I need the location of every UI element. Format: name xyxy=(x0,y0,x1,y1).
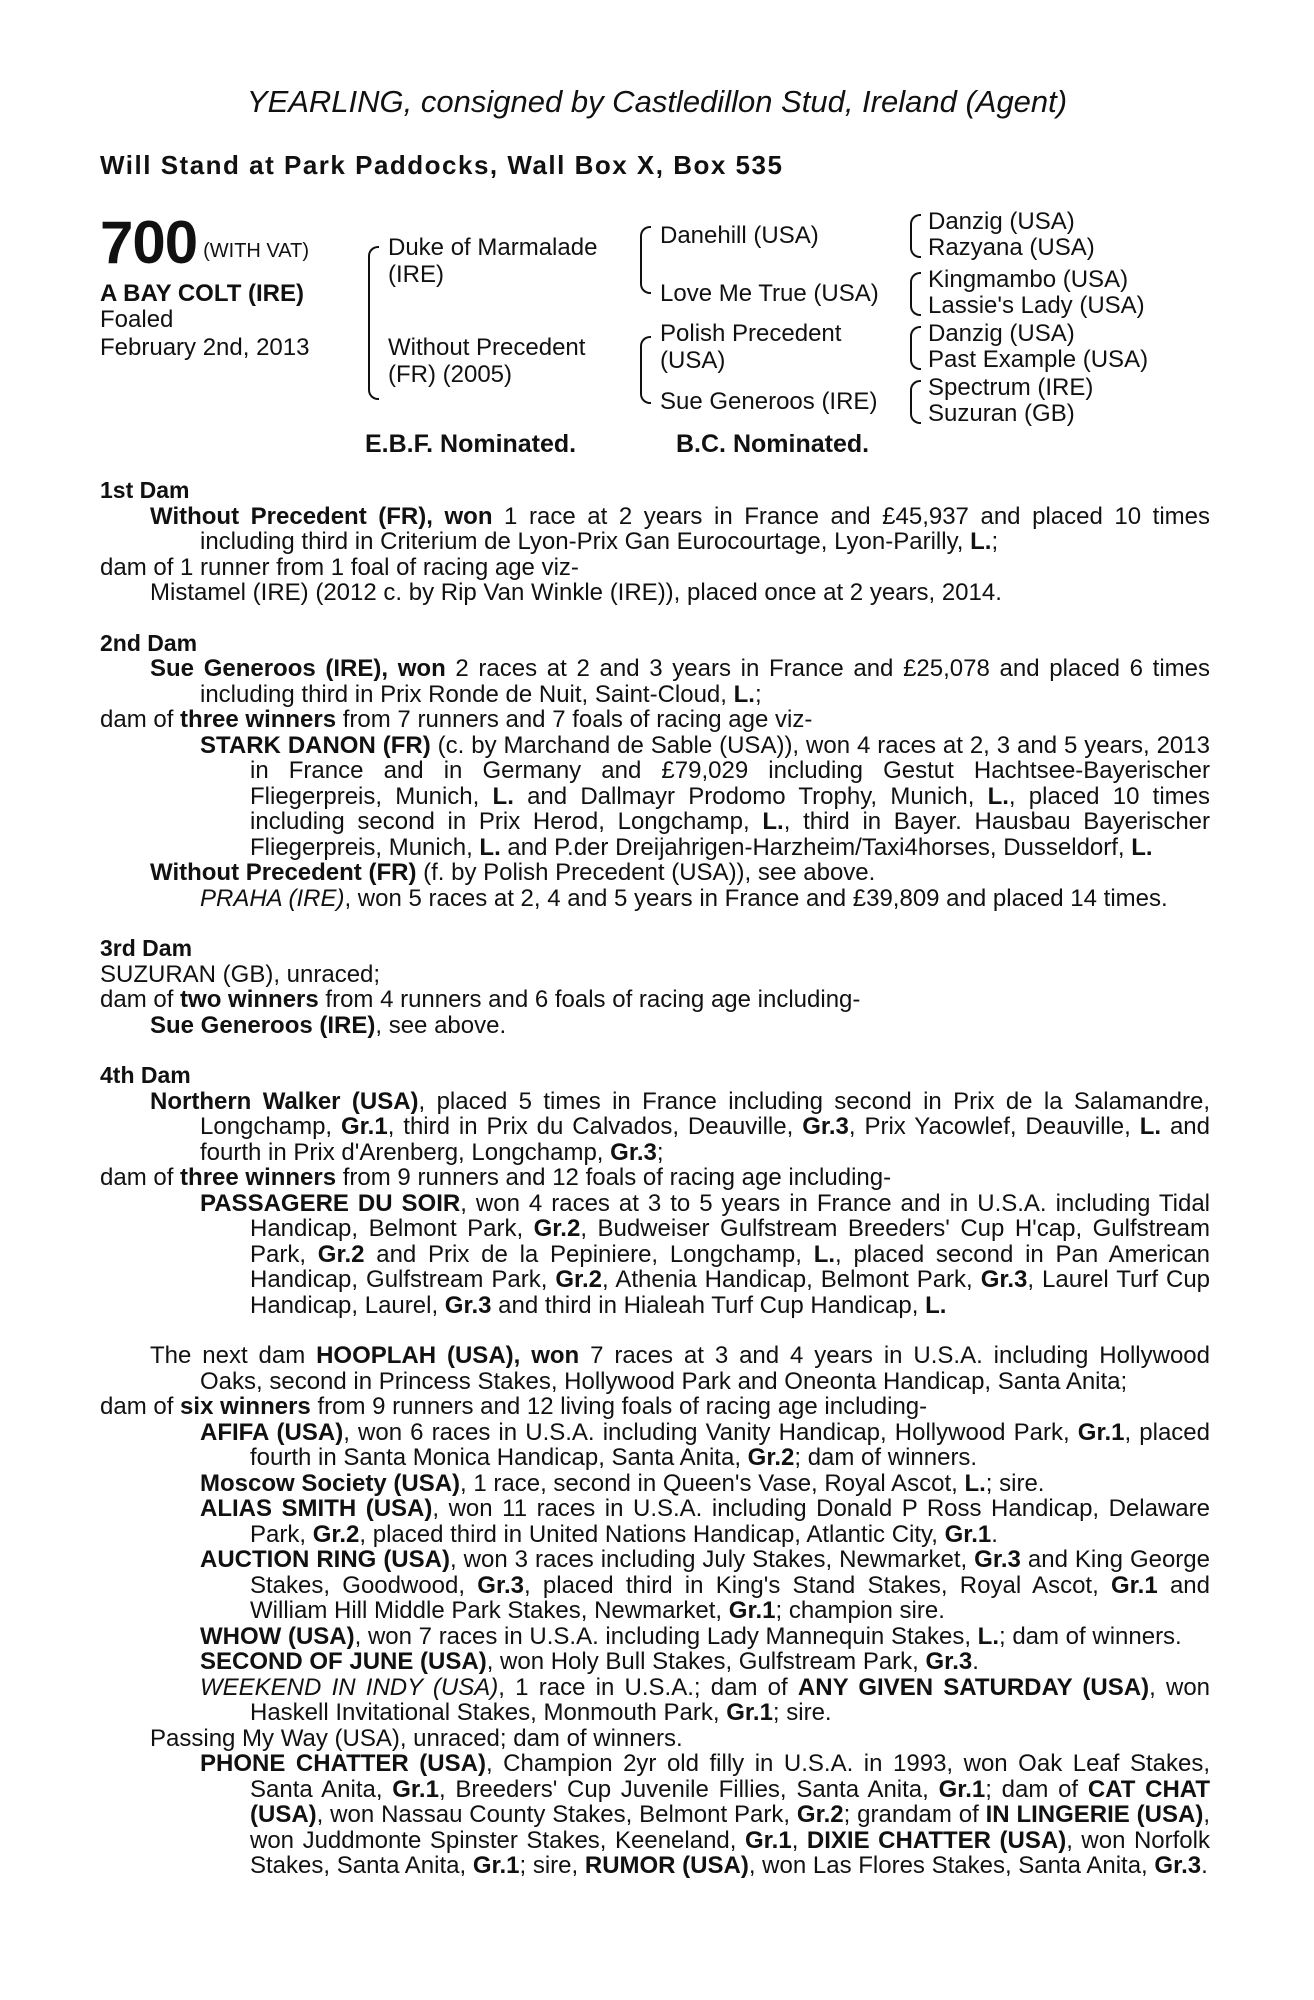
consignor-line: YEARLING, consigned by Castledillon Stud, Ireland (Agent) xyxy=(246,84,1068,119)
second-dam-name: Sue Generoos (IRE), won xyxy=(150,655,446,682)
pedigree-g6: Past Example (USA) xyxy=(928,346,1149,373)
next-dam-name: HOOPLAH (USA), won xyxy=(316,1342,580,1369)
brace-sire-line xyxy=(640,226,651,294)
progeny-afifa: AFIFA (USA), won 6 races in U.S.A. including Vanity Handicap, Hollywood Park, Gr.1, placed fourth in Santa Monica Handicap, Santa Anita, Gr.2; dam of winners. xyxy=(200,1418,1210,1471)
third-dam-heading: 3rd Dam xyxy=(100,935,193,961)
second-dam-record: Sue Generoos (IRE), won 2 races at 2 and 3 years in France and £25,078 and placed 6 times including third in Prix Ronde de Nuit, Saint-Cloud, L.; xyxy=(150,655,1210,708)
fourth-dam-produce: dam of three winners from 9 runners and 12 foals of racing age including- xyxy=(100,1164,892,1191)
first-dam-record: Without Precedent (FR), won 1 race at 2 years in France and £45,937 and placed 10 times including third in Criterium de Lyon-Prix Gan Eurocourtage, Lyon-Parilly, L.; xyxy=(150,502,1210,555)
progeny-alias-smith: ALIAS SMITH (USA), won 11 races in U.S.A. including Donald P Ross Handicap, Delaware Park, Gr.2, placed third in United Nations Handicap, Atlantic City, Gr.1. xyxy=(200,1495,1210,1548)
brace-dam-line xyxy=(640,336,651,404)
brace-g1 xyxy=(910,214,921,258)
progeny-phone-chatter: PHONE CHATTER (USA), Champion 2yr old filly in U.S.A. in 1993, won Oak Leaf Stakes, Santa Anita, Gr.1, Breeders' Cup Juvenile Fillies, Santa Anita, Gr.1; dam of CAT CHAT (USA), won Nassau County Stakes, Belmont Park, Gr.2; grandam of IN LINGERIE (USA), won Juddmonte Spinster Stakes, Keeneland, Gr.1, DIXIE CHATTER (USA), won Norfolk Stakes, Santa Anita, Gr.1; sire, RUMOR (USA), won Las Flores Stakes, Santa Anita, Gr.3. xyxy=(200,1750,1211,1879)
pedigree-g3: Kingmambo (USA) xyxy=(928,266,1129,293)
progeny-stark-danon: STARK DANON (FR) (c. by Marchand de Sable (USA)), won 4 races at 2, 3 and 5 years, 2013 in France and in Germany and £79,029 including Gestut Hachtsee-Bayerischer Fliegerpreis, Munich, L. and Dallmayr Prodomo Trophy, Munich, L., placed 10 times including second in Prix Herod, Longchamp, L., third in Bayer. Hausbau Bayerischer Fliegerpreis, Munich, L. and P.der Dreijahrigen-Harzheim/Taxi4horses, Dusseldorf, L. xyxy=(200,731,1211,861)
pedigree-g2: Razyana (USA) xyxy=(928,234,1095,261)
first-dam-progeny: Mistamel (IRE) (2012 c. by Rip Van Winkle (IRE)), placed once at 2 years, 2014. xyxy=(150,579,1002,606)
progeny-moscow-society: Moscow Society (USA), 1 race, second in Queen's Vase, Royal Ascot, L.; sire. xyxy=(200,1469,1045,1497)
next-dam-record: The next dam HOOPLAH (USA), won 7 races at 3 and 4 years in U.S.A. including Hollywood Oaks, second in Princess Stakes, Hollywood Park and Oneonta Handicap, Santa Anita; xyxy=(150,1342,1210,1395)
bc-nominated: B.C. Nominated. xyxy=(676,430,870,458)
stand-location: Will Stand at Park Paddocks, Wall Box X, Box 535 xyxy=(100,150,784,180)
progeny-auction-ring: AUCTION RING (USA), won 3 races including July Stakes, Newmarket, Gr.3 and King George Stakes, Goodwood, Gr.3, placed third in King's Stand Stakes, Royal Ascot, Gr.1 and William Hill Middle Park Stakes, Newmarket, Gr.1; champion sire. xyxy=(200,1546,1210,1624)
progeny-second-of-june: SECOND OF JUNE (USA), won Holy Bull Stakes, Gulfstream Park, Gr.3. xyxy=(200,1648,979,1675)
colt-title: A BAY COLT (IRE) xyxy=(100,280,305,307)
progeny-without-precedent: Without Precedent (FR) (f. by Polish Precedent (USA)), see above. xyxy=(150,859,876,886)
progeny-praha: PRAHA (IRE), won 5 races at 2, 4 and 5 years in France and £39,809 and placed 14 times. xyxy=(200,884,1168,912)
pedigree-dam: Without Precedent (FR) (2005) xyxy=(388,334,586,388)
progeny-passagere-du-soir: PASSAGERE DU SOIR, won 4 races at 3 to 5 years in France and in U.S.A. including Tidal Handicap, Belmont Park, Gr.2, Budweiser Gulfstream Breeders' Cup H'cap, Gulfstream Park, Gr.2 and Prix de la Pepiniere, Longchamp, L., placed second in Pan American Handicap, Gulfstream Park, Gr.2, Athenia Handicap, Belmont Park, Gr.3, Laurel Turf Cup Handicap, Laurel, Gr.3 and third in Hialeah Turf Cup Handicap, L. xyxy=(200,1189,1211,1319)
vat-label: (WITH VAT) xyxy=(203,240,310,262)
second-dam-section xyxy=(100,631,1210,912)
first-dam-produce: dam of 1 runner from 1 foal of racing age viz- xyxy=(100,553,579,581)
pedigree-notes xyxy=(100,478,1210,1879)
second-dam-produce: dam of three winners from 7 runners and 7 foals of racing age viz- xyxy=(100,706,813,733)
next-dam-section xyxy=(100,1343,1210,1879)
progeny-sue-generoos: Sue Generoos (IRE), see above. xyxy=(150,1011,507,1039)
first-dam-heading: 1st Dam xyxy=(100,477,190,503)
ebf-nominated: E.B.F. Nominated. xyxy=(365,430,577,458)
pedigree-g5: Danzig (USA) xyxy=(928,320,1075,347)
fourth-dam-section xyxy=(100,1063,1210,1318)
progeny-passing-my-way: Passing My Way (USA), unraced; dam of winners. xyxy=(150,1724,683,1752)
pedigree-sire: Duke of Marmalade (IRE) xyxy=(388,234,598,288)
second-dam-heading: 2nd Dam xyxy=(100,629,198,656)
fourth-dam-name: Northern Walker (USA) xyxy=(150,1087,419,1115)
brace-sire-dam xyxy=(368,246,379,400)
progeny-weekend-in-indy: WEEKEND IN INDY (USA), 1 race in U.S.A.; dam of ANY GIVEN SATURDAY (USA), won Haskell Invitational Stakes, Monmouth Park, Gr.1; sire. xyxy=(200,1673,1211,1726)
pedigree-sire-sire: Danehill (USA) xyxy=(660,222,819,249)
fourth-dam-heading: 4th Dam xyxy=(100,1062,191,1088)
pedigree-g8: Suzuran (GB) xyxy=(928,400,1075,427)
next-dam-produce: dam of six winners from 9 runners and 12 living foals of racing age including- xyxy=(100,1393,928,1420)
progeny-whow: WHOW (USA), won 7 races in U.S.A. including Lady Mannequin Stakes, L.; dam of winners. xyxy=(200,1622,1182,1650)
brace-g4 xyxy=(910,380,921,424)
fourth-dam-record: Northern Walker (USA), placed 5 times in France including second in Prix de la Salamandre, Longchamp, Gr.1, third in Prix du Calvados, Deauville, Gr.3, Prix Yacowlef, Deauville, L. and fourth in Prix d'Arenberg, Longchamp, Gr.3; xyxy=(150,1087,1211,1166)
pedigree-sire-dam: Love Me True (USA) xyxy=(660,280,879,307)
brace-g2 xyxy=(910,272,921,316)
third-dam-produce: dam of two winners from 4 runners and 6 foals of racing age including- xyxy=(100,986,861,1013)
first-dam-name: Without Precedent (FR), won xyxy=(150,502,493,530)
foaled-label: Foaled xyxy=(100,306,174,333)
foaled-date: February 2nd, 2013 xyxy=(100,334,310,361)
first-dam-section xyxy=(100,478,1210,606)
pedigree-g4: Lassie's Lady (USA) xyxy=(928,292,1145,319)
pedigree-g7: Spectrum (IRE) xyxy=(928,374,1094,401)
pedigree-g1: Danzig (USA) xyxy=(928,208,1075,235)
pedigree-dam-sire: Polish Precedent (USA) xyxy=(660,320,842,374)
lot-number-block xyxy=(100,208,309,277)
lot-number: 700 xyxy=(100,209,198,276)
pedigree-dam-dam: Sue Generoos (IRE) xyxy=(660,388,878,415)
brace-g3 xyxy=(910,326,921,370)
third-dam-record: SUZURAN (GB), unraced; xyxy=(100,960,381,988)
third-dam-section xyxy=(100,936,1210,1038)
